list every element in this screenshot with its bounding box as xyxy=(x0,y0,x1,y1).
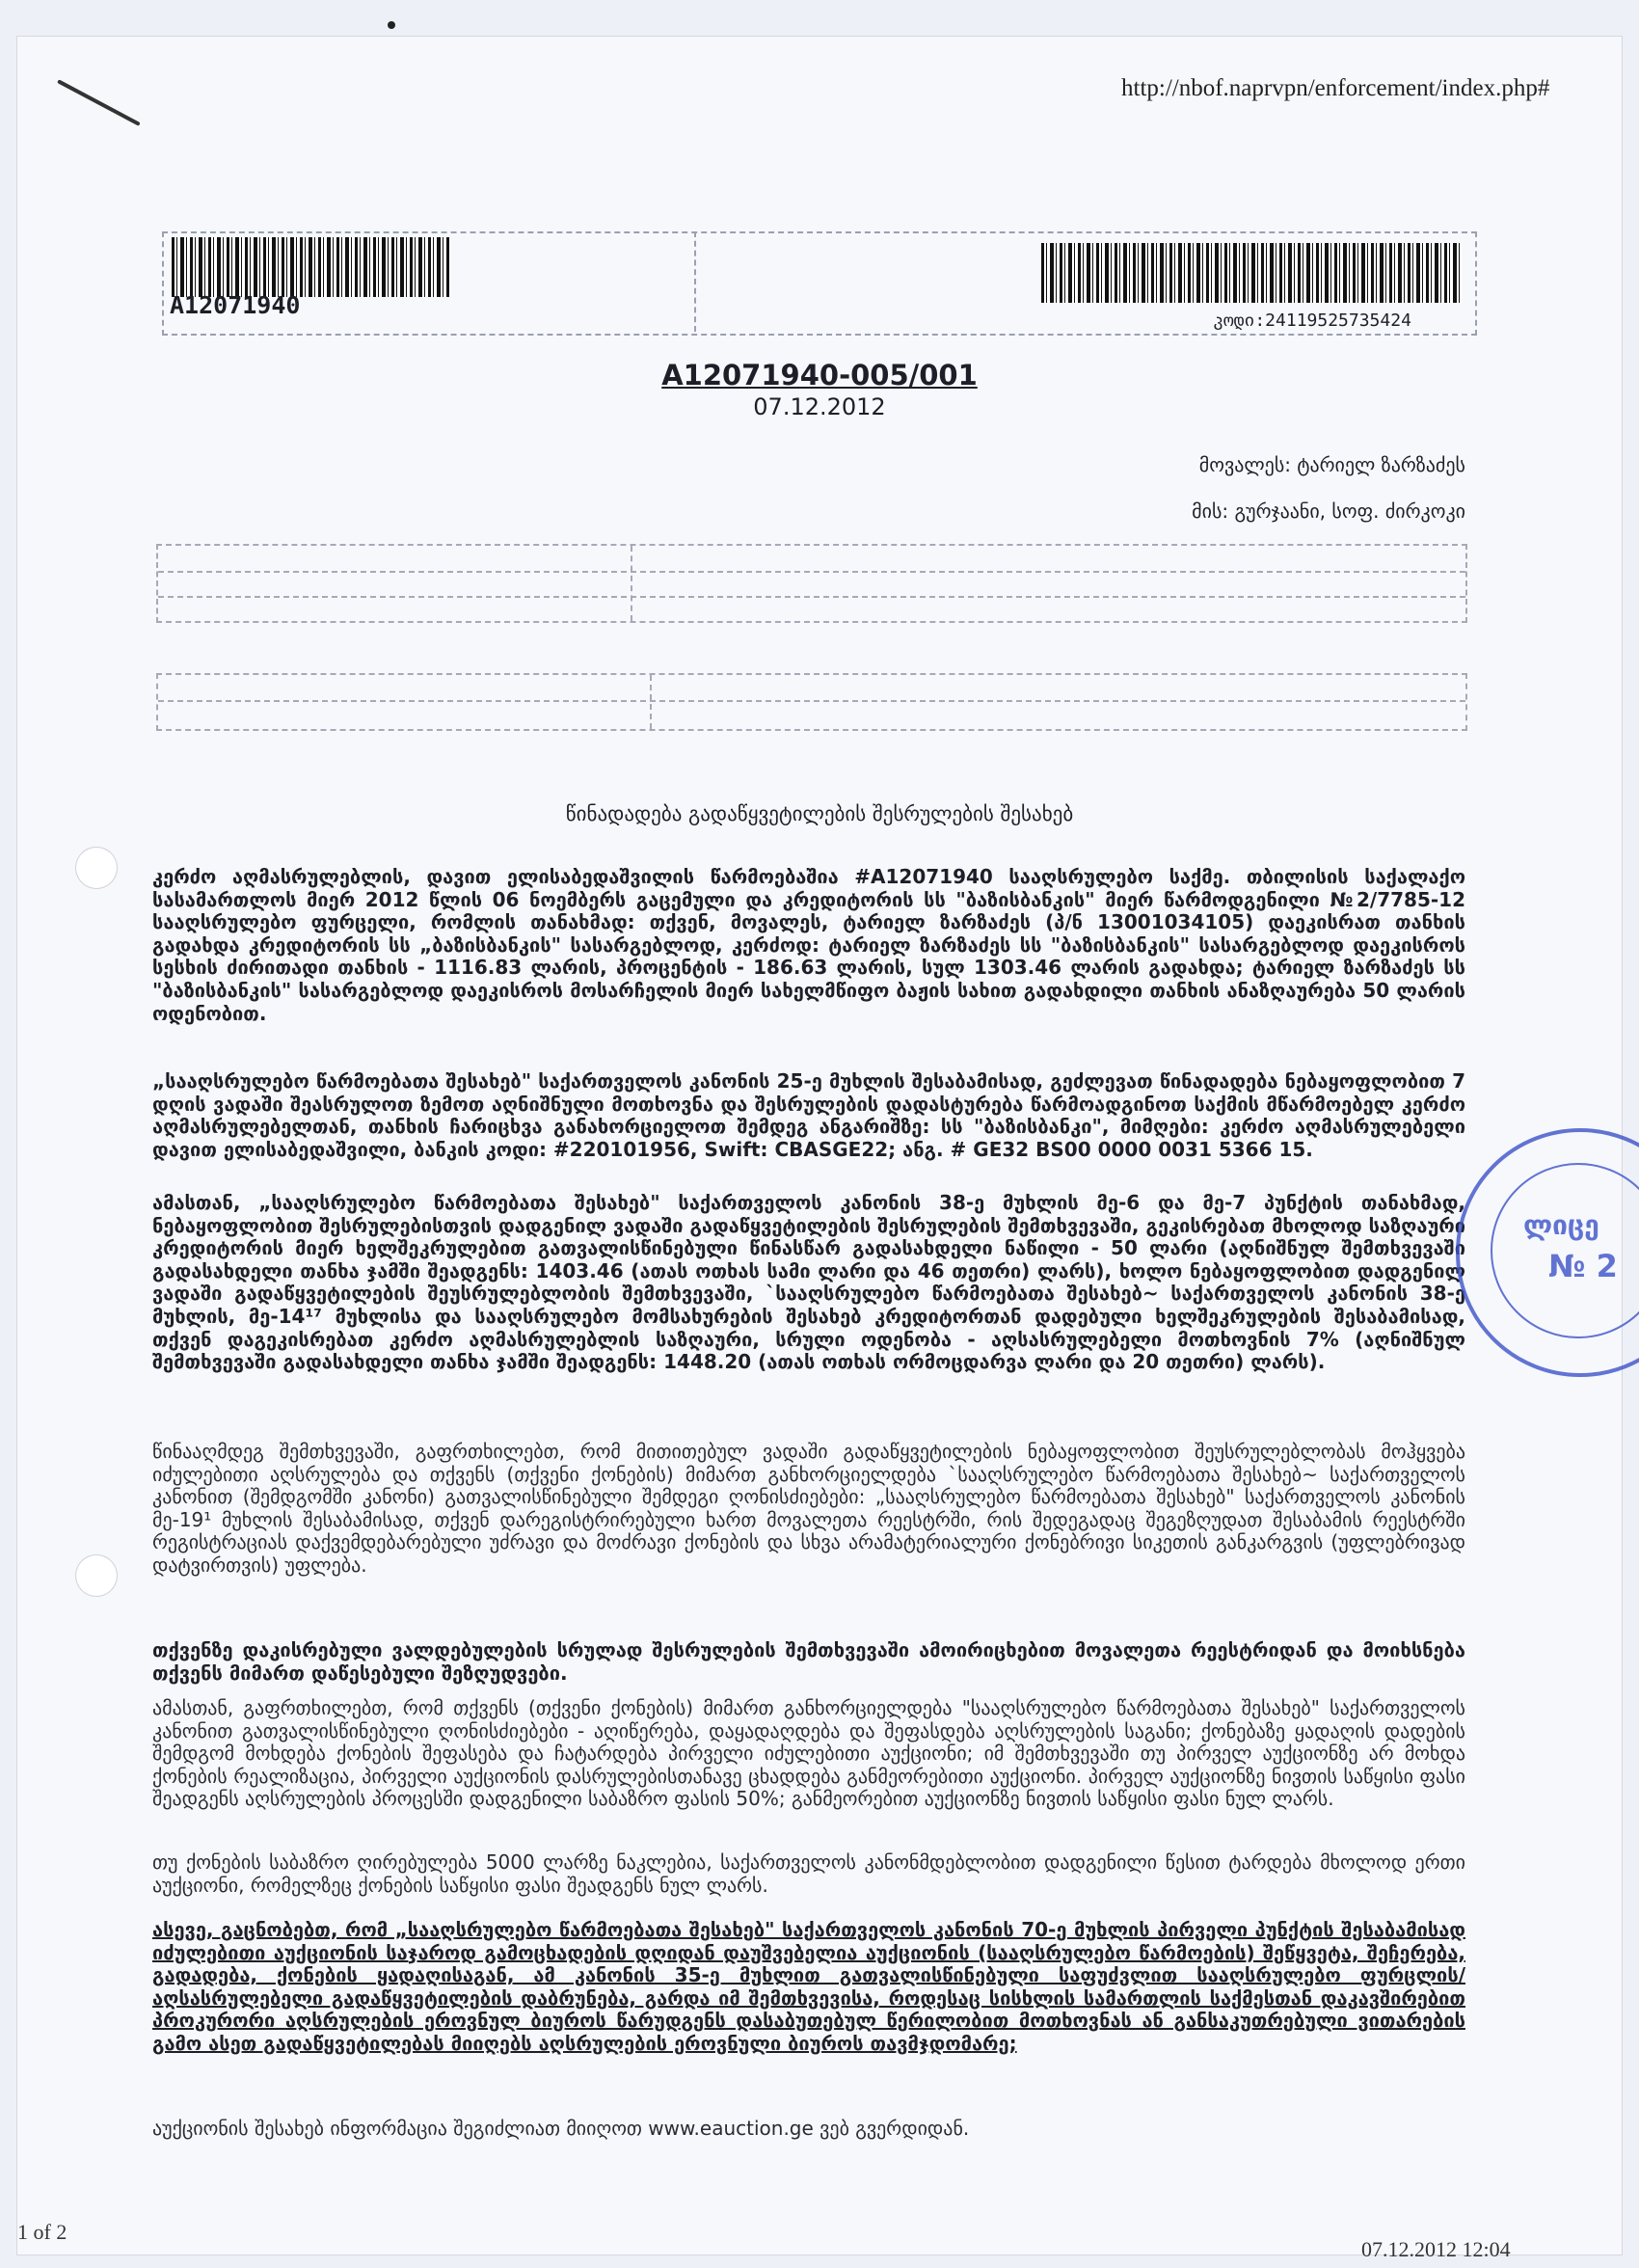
paragraph-warning: წინააღმდეგ შემთხვევაში, გაფრთხილებთ, რომ მითითებულ ვადაში გადაწყვეტილების ნებაყოფლობით შეუსრულებლობას მოჰყვება იძულებითი აღსრულება და თქვენს (თქვენი ქონების) მიმართ განხორციელდება `სააღსრულებო წარმოებათა შესახებ~ საქართველოს კანონით (შემდგომში კანონი) გათვალისწინებული შემდეგი ღონისძიებები: „სააღსრულებო წარმოებათა შესახებ" საქართველოს კანონის მე-19¹ მუხლის შესაბამისად, თქვენ დარეგისტრირებული ხართ მოვალეთა რეესტრში, რის შედეგადაც შეგეზღუდათ შესაბამის რეესტრში რეგისტრაციას დაქვემდებარებული უძრავი და მოძრავი ქონების და სხვა არამატერიალური ქონებრივი სიკეთის განკარგვის (უფლებრივად დატვირთვის) უფლება. xyxy=(152,1440,1465,1577)
seal-number: № 2 xyxy=(1548,1248,1618,1284)
paragraph-payment-instructions: „სააღსრულებო წარმოებათა შესახებ" საქართველოს კანონის 25-ე მუხლის შესაბამისად, გეძლევათ წინადადება ნებაყოფლობით 7 დღის ვადაში შეასრულოთ ზემოთ აღნიშნული მოთხოვნა და შესრულების დადასტურება წარმოადგინოთ საქმის მწარმოებელ კერძო აღმასრულებელთან, თანხის ჩარიცხვა განახორციელოთ შემდეგ ანგარიშზე: სს "ბაზისბანკი", მიმღები: კერძო აღმასრულებელი დავით ელისაბედაშვილი, ბანკის კოდი: #220101956, Swift: CBASGE22; ანგ. # GE32 BS00 0000 0031 5366 15. xyxy=(152,1069,1465,1161)
page-url: http://nbof.naprvpn/enforcement/index.php# xyxy=(1121,75,1550,101)
seal-text: ლიცე xyxy=(1523,1209,1599,1241)
debtor-line: მოვალეს: ტარიელ ზარზაძეს xyxy=(1198,453,1465,476)
paragraph-market-value: თუ ქონების საბაზრო ღირებულება 5000 ლარზე ნაკლებია, საქართველოს კანონმდებლობით დადგენილი წესით ტარდება მხოლოდ ერთი აუქციონი, რომელზეც ქონების საწყისი ფასი შეადგენს ნულ ლარს. xyxy=(152,1850,1465,1897)
paragraph-article-70: ასევე, გაცნობებთ, რომ „სააღსრულებო წარმოებათა შესახებ" საქართველოს კანონის 70-ე მუხლის პირველი პუნქტის შესაბამისად იძულებითი აუქციონის საჯაროდ გამოცხადების დღიდან დაუშვებელია აუქციონის (სააღსრულებო წარმოების) შეწყვეტა, შეჩერება, გადადება, ქონების ყადაღისაგან, ამ კანონის 35-ე მუხლით გათვალისწინებული საფუძვლით სააღსრულებო ფურცლის/ აღსასრულებელი გადაწყვეტილების დაბრუნება, გარდა იმ შემთხვევისა, როდესაც სისხლის სამართლის საქმესთან დაკავშირებით პროკურორი აღსრულების ეროვნულ ბიუროს წარუდგენს დასაბუთებულ წერილობით მოთხოვნას ან განსაკუთრებული ვითარების გამო ასეთ გადაწყვეტილებას მიიღებს აღსრულების ეროვნული ბიუროს თავმჯდომარე; xyxy=(152,1918,1465,2055)
document-number: A12071940-005/001 xyxy=(661,359,978,392)
paragraph-registry-removal: თქვენზე დაკისრებული ვალდებულების სრულად შესრულების შემთხვევაში ამოირიცხებით მოვალეთა რეესტრიდან და მოიხსნება თქვენს მიმართ დაწესებული შეზღუდვები. xyxy=(152,1638,1465,1685)
paragraph-auction-website: აუქციონის შესახებ ინფორმაცია შეგიძლიათ მიიღოთ www.eauction.ge ვებ გვერდიდან. xyxy=(152,2117,970,2140)
document-title: წინადადება გადაწყვეტილების შესრულების შესახებ xyxy=(565,802,1074,825)
barcode-frame-divider xyxy=(694,231,696,332)
page-indicator: 1 of 2 xyxy=(17,2220,67,2244)
empty-table-2 xyxy=(156,673,1467,731)
barcode-right xyxy=(1041,243,1462,303)
punch-hole-top xyxy=(75,847,118,889)
paragraph-auction: ამასთან, გაფრთხილებთ, რომ თქვენს (თქვენი ქონების) მიმართ განხორციელდება "სააღსრულებო წარმოებათა შესახებ" საქართველოს კანონით გათვალისწინებული ღონისძიებები - აღიწერება, დაყადაღდება და შეფასდება აღსრულების საგანი; ქონებაზე ყადაღის დადების შემდგომ მოხდება ქონების შეფასება და ჩატარდება პირველი იძულებითი აუქციონი; იმ შემთხვევაში თუ პირველ აუქციონზე არ მოხდა ქონების რეალიზაცია, პირველი აუქციონის დასრულებისთანავე ცხადდება განმეორებითი აუქციონი. პირველ აუქციონზე ნივთის საწყისი ფასი შეადგენს აღსრულების პროცესში დადგენილი საბაზრო ფასის 50%; განმეორებით აუქციონზე ნივთის საწყისი ფასი ნულ ლარს. xyxy=(152,1696,1465,1811)
punch-hole-bottom xyxy=(75,1554,118,1597)
address-line: მის: გურჯაანი, სოფ. ძირკოკი xyxy=(1192,500,1465,523)
document-number-wrap xyxy=(0,359,1639,392)
paragraph-fees: ამასთან, „სააღსრულებო წარმოებათა შესახებ" საქართველოს კანონის 38-ე მუხლის მე-6 და მე-7 პუნქტის თანახმად, ნებაყოფლობით შესრულებისთვის დადგენილ ვადაში გადაწყვეტილების შესრულების შემთხვევაში, გეკისრებათ მხოლოდ საზღაური კრედიტორის მიერ ხელშეკრულებით გათვალისწინებული წინასწარ გადასახდელი ნაწილი - 50 ლარი (აღნიშნულ შემთხვევაში გადასახდელი თანხა ჯამში შეადგენს: 1403.46 (ათას ოთხას სამი ლარი და 46 თეთრი) ლარს), ხოლო ნებაყოფლობით დადგენილ ვადაში გადაწყვეტილების შეუსრულებლობის შემთხვევაში, `სააღსრულებო წარმოებათა შესახებ~ საქართველოს კანონის 38-ე მუხლის, მე-14¹⁷ მუხლისა და სააღსრულებო მომსახურების შესახებ კრედიტორთან დადებული ხელშეკრულების შესაბამისად, თქვენ დაგეკისრებათ კერძო აღმასრულებლის საზღაური, სრული ოდენობა - აღსასრულებელი მოთხოვნის 7% (აღნიშნულ შემთხვევაში გადასახდელი თანხა ჯამში შეადგენს: 1448.20 (ათას ოთხას ორმოცდარვა ლარი და 20 თეთრი) ლარს). xyxy=(152,1191,1466,1374)
barcode-left xyxy=(172,237,451,297)
document-date: 07.12.2012 xyxy=(753,393,886,420)
case-id: A12071940 xyxy=(170,291,301,319)
ink-dot xyxy=(388,21,395,29)
barcode-code: კოდი:24119525735424 xyxy=(1213,310,1411,331)
print-timestamp: 07.12.2012 12:04 xyxy=(1361,2237,1511,2261)
paragraph-case-summary: კერძო აღმასრულებლის, დავით ელისაბედაშვილის წარმოებაშია #A12071940 სააღსრულებო საქმე. თბილისის საქალაქო სასამართლოს მიერ 2012 წლის 06 ნოემბერს გაცემული და კრედიტორის სს "ბაზისბანკის" მიერ წარმოდგენილი №2/7785-12 სააღსრულებო ფურცელი, რომლის თანახმად: თქვენ, მოვალეს, ტარიელ ზარზაძეს (პ/ნ 13001034105) დაეკისრათ თანხის გადახდა კრედიტორის სს „ბაზისბანკის" სასარგებლოდ, კერძოდ: ტარიელ ზარზაძეს სს "ბაზისბანკის" სასარგებლოდ დაეკისროს სესხის ძირითადი თანხის - 1116.83 ლარის, პროცენტის - 186.63 ლარის, სულ 1303.46 ლარის გადახდა; ტარიელ ზარზაძეს სს "ბაზისბანკის" სასარგებლოდ დაეკისროს მოსარჩელის მიერ სახელმწიფო ბაჟის სახით გადახდილი თანხის ანაზღაურება 50 ლარის ოდენობით. xyxy=(152,865,1465,1025)
empty-table-1 xyxy=(156,544,1467,623)
